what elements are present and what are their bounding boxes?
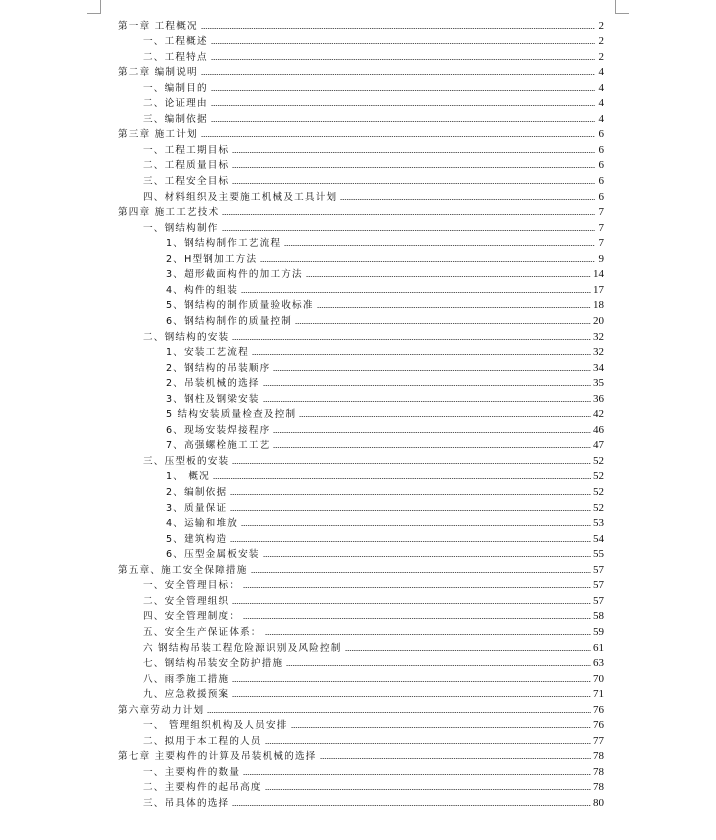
toc-entry[interactable] xyxy=(143,79,604,95)
toc-entry[interactable] xyxy=(166,250,604,266)
toc-entry-title: 第一章 工程概况 xyxy=(118,20,198,32)
toc-dot-leader xyxy=(211,89,595,92)
toc-entry[interactable] xyxy=(166,297,604,313)
toc-entry-page-number: 80 xyxy=(593,797,604,809)
toc-entry-page-number: 17 xyxy=(593,283,604,296)
toc-entry-page-number: 57 xyxy=(593,594,604,607)
toc-dot-leader xyxy=(207,711,591,714)
toc-entry[interactable] xyxy=(143,717,604,733)
toc-entry-title: 一、 管理组织机构及人员安排 xyxy=(143,720,288,732)
toc-entry-page-number: 42 xyxy=(593,408,604,421)
toc-entry-title: 5 结构安装质量检查及控制 xyxy=(166,409,297,421)
toc-entry-page-number: 9 xyxy=(598,252,604,265)
toc-dot-leader xyxy=(299,415,591,418)
toc-entry-title: 2、编制依据 xyxy=(166,487,228,498)
toc-entry-title: 二、论证理由 xyxy=(143,98,208,110)
toc-entry[interactable] xyxy=(166,281,604,297)
toc-entry-page-number: 6 xyxy=(598,190,604,203)
toc-dot-leader xyxy=(243,586,591,589)
toc-dot-leader xyxy=(222,213,595,216)
toc-dot-leader xyxy=(201,27,595,30)
toc-dot-leader xyxy=(241,524,591,527)
toc-entry-title: 7、高强螺栓施工工艺 xyxy=(166,440,271,452)
toc-entry-title: 一、工程工期目标 xyxy=(143,144,230,156)
toc-entry-page-number: 77 xyxy=(593,734,604,747)
toc-dot-leader xyxy=(211,120,595,123)
toc-dot-leader xyxy=(230,540,591,543)
toc-dot-leader xyxy=(263,400,591,403)
toc-dot-leader xyxy=(211,58,595,61)
toc-entry-title: 二、主要构件的起吊高度 xyxy=(143,782,262,794)
toc-entry-page-number: 53 xyxy=(593,517,604,530)
toc-entry-title: 四、安全管理制度： xyxy=(143,611,241,623)
toc-entry-page-number: 36 xyxy=(593,392,604,405)
toc-entry[interactable] xyxy=(143,110,604,126)
toc-entry-page-number: 58 xyxy=(593,610,604,623)
toc-entry-page-number: 2 xyxy=(598,19,604,32)
toc-dot-leader xyxy=(273,431,591,434)
toc-entry[interactable] xyxy=(143,95,604,111)
toc-entry[interactable] xyxy=(166,421,604,437)
toc-entry-title: 二、工程特点 xyxy=(143,51,208,63)
toc-entry[interactable] xyxy=(143,328,604,344)
toc-dot-leader xyxy=(251,571,591,574)
toc-entry-page-number: 47 xyxy=(593,439,604,452)
toc-entry-title: 四、材料组织及主要施工机械及工具计划 xyxy=(143,191,338,203)
toc-entry[interactable] xyxy=(166,266,604,282)
toc-entry-title: 三、吊具体的选择 xyxy=(143,798,230,809)
toc-entry-title: 八、雨季施工措施 xyxy=(143,673,230,685)
toc-dot-leader xyxy=(232,151,595,154)
toc-entry-page-number: 4 xyxy=(598,97,604,110)
toc-entry[interactable] xyxy=(143,219,604,235)
toc-dot-leader xyxy=(260,260,595,263)
toc-entry-title: 第四章 施工工艺技术 xyxy=(118,207,220,219)
toc-dot-leader xyxy=(265,633,591,636)
toc-entry-page-number: 63 xyxy=(593,657,604,670)
toc-entry[interactable] xyxy=(166,437,604,453)
toc-entry[interactable] xyxy=(143,33,604,49)
toc-entry[interactable] xyxy=(118,701,604,717)
toc-entry-page-number: 71 xyxy=(593,688,604,701)
toc-entry-page-number: 6 xyxy=(598,143,604,156)
toc-entry-page-number: 52 xyxy=(593,470,604,483)
toc-dot-leader xyxy=(291,726,591,729)
toc-entry[interactable] xyxy=(143,670,604,686)
toc-entry[interactable] xyxy=(143,655,604,671)
toc-entry[interactable] xyxy=(166,312,604,328)
toc-entry-page-number: 35 xyxy=(593,377,604,390)
toc-entry[interactable] xyxy=(118,126,604,142)
toc-entry[interactable] xyxy=(166,406,604,422)
toc-dot-leader xyxy=(213,477,591,480)
toc-dot-leader xyxy=(345,649,591,652)
toc-dot-leader xyxy=(243,617,591,620)
toc-entry[interactable] xyxy=(166,359,604,375)
toc-entry-title: 第五章、施工安全保障措施 xyxy=(118,564,248,576)
toc-entry[interactable] xyxy=(143,732,604,748)
toc-dot-leader xyxy=(317,306,591,309)
toc-entry-page-number: 59 xyxy=(593,625,604,638)
toc-entry-page-number: 57 xyxy=(593,563,604,576)
toc-entry[interactable] xyxy=(143,623,604,639)
toc-entry-title: 1、 概况 xyxy=(166,471,210,483)
toc-entry-title: 一、工程概述 xyxy=(143,36,208,48)
toc-entry-title: 3、超形截面构件的加工方法 xyxy=(166,269,303,281)
toc-entry-page-number: 2 xyxy=(598,50,604,63)
toc-entry-page-number: 57 xyxy=(593,579,604,592)
toc-dot-leader xyxy=(222,229,595,232)
toc-dot-leader xyxy=(295,322,591,325)
toc-entry-title: 2、吊装机械的选择 xyxy=(166,378,260,390)
toc-dot-leader xyxy=(232,182,595,185)
toc-entry[interactable] xyxy=(143,592,604,608)
toc-entry-page-number: 20 xyxy=(593,314,604,327)
toc-entry-page-number: 52 xyxy=(593,454,604,467)
toc-entry[interactable] xyxy=(143,608,604,624)
toc-dot-leader xyxy=(252,353,591,356)
toc-entry-page-number: 4 xyxy=(598,66,604,79)
toc-dot-leader xyxy=(232,695,591,698)
toc-entry-page-number: 70 xyxy=(593,672,604,685)
toc-entry[interactable] xyxy=(166,375,604,391)
toc-entry-title: 3、钢柱及钢梁安装 xyxy=(166,393,260,405)
toc-entry-title: 6、压型金属板安装 xyxy=(166,549,260,561)
toc-entry-title: 2、H型钢加工方法 xyxy=(166,253,258,265)
toc-entry-title: 1、钢结构制作工艺流程 xyxy=(166,238,282,250)
toc-entry-title: 6、现场安装焊接程序 xyxy=(166,424,271,436)
toc-dot-leader xyxy=(232,804,591,807)
toc-dot-leader xyxy=(265,742,591,745)
toc-entry[interactable] xyxy=(166,530,604,546)
toc-entry[interactable] xyxy=(166,484,604,500)
toc-entry-title: 第六章劳动力计划 xyxy=(118,704,205,716)
toc-entry-page-number: 32 xyxy=(593,346,604,359)
toc-dot-leader xyxy=(286,664,591,667)
toc-entry-title: 第七章 主要构件的计算及吊装机械的选择 xyxy=(118,751,317,763)
toc-entry[interactable] xyxy=(118,17,604,33)
toc-entry-page-number: 52 xyxy=(593,486,604,498)
toc-entry-title: 三、工程安全目标 xyxy=(143,176,230,187)
toc-entry-title: 一、安全管理目标： xyxy=(143,580,241,592)
toc-entry-title: 三、压型板的安装 xyxy=(143,455,230,467)
toc-entry-title: 2、钢结构的吊装顺序 xyxy=(166,362,271,374)
toc-entry[interactable] xyxy=(118,204,604,220)
toc-dot-leader xyxy=(340,198,595,201)
toc-entry-page-number: 78 xyxy=(593,781,604,794)
toc-entry[interactable] xyxy=(143,577,604,593)
toc-dot-leader xyxy=(320,757,591,760)
toc-entry-page-number: 52 xyxy=(593,501,604,514)
toc-dot-leader xyxy=(273,369,591,372)
margin-mark-left-horizontal xyxy=(87,13,101,14)
toc-entry-page-number: 78 xyxy=(593,765,604,778)
toc-dot-leader xyxy=(211,104,595,107)
toc-entry-page-number: 2 xyxy=(598,35,604,48)
toc-entry-page-number: 4 xyxy=(598,81,604,94)
toc-entry[interactable] xyxy=(166,390,604,406)
toc-entry[interactable] xyxy=(143,763,604,779)
toc-dot-leader xyxy=(284,244,595,247)
toc-entry-page-number: 78 xyxy=(593,750,604,763)
toc-entry-title: 3、质量保证 xyxy=(166,502,228,514)
toc-entry-title: 第二章 编制说明 xyxy=(118,67,198,79)
toc-dot-leader xyxy=(263,384,591,387)
toc-entry-title: 一、编制目的 xyxy=(143,82,208,94)
toc-entry-title: 二、安全管理组织 xyxy=(143,595,230,607)
toc-entry-title: 一、主要构件的数量 xyxy=(143,766,241,778)
toc-dot-leader xyxy=(232,338,591,341)
toc-dot-leader xyxy=(211,42,595,45)
toc-dot-leader xyxy=(232,462,591,465)
toc-entry-page-number: 7 xyxy=(598,221,604,234)
toc-entry-title: 6、钢结构制作的质量控制 xyxy=(166,315,293,327)
toc-entry[interactable] xyxy=(118,561,604,577)
toc-entry[interactable] xyxy=(143,795,604,811)
toc-dot-leader xyxy=(306,275,591,278)
toc-entry-title: 六 钢结构吊装工程危险源识别及风险控制 xyxy=(143,642,342,654)
toc-entry[interactable] xyxy=(166,499,604,515)
toc-dot-leader xyxy=(243,773,591,776)
toc-entry[interactable] xyxy=(143,639,604,655)
toc-entry[interactable] xyxy=(143,48,604,64)
toc-entry[interactable] xyxy=(166,235,604,251)
toc-entry-page-number: 6 xyxy=(598,159,604,172)
toc-entry-title: 4、构件的组装 xyxy=(166,284,239,296)
toc-entry[interactable] xyxy=(143,188,604,204)
margin-mark-right-vertical xyxy=(615,0,616,14)
toc-entry-title: 五、安全生产保证体系： xyxy=(143,626,262,638)
toc-dot-leader xyxy=(241,291,591,294)
toc-dot-leader xyxy=(201,135,595,138)
toc-entry-title: 5、建筑构造 xyxy=(166,533,228,545)
toc-entry[interactable] xyxy=(166,468,604,484)
toc-entry-title: 九、应急救援预案 xyxy=(143,689,230,701)
toc-entry-page-number: 76 xyxy=(593,703,604,716)
margin-mark-right-horizontal xyxy=(615,13,629,14)
toc-entry[interactable] xyxy=(166,515,604,531)
toc-entry-page-number: 4 xyxy=(598,112,604,125)
margin-mark-left-vertical xyxy=(100,0,101,14)
toc-dot-leader xyxy=(273,446,591,449)
toc-entry-page-number: 61 xyxy=(593,641,604,654)
toc-entry-title: 二、拟用于本工程的人员 xyxy=(143,735,262,747)
toc-entry-page-number: 34 xyxy=(593,361,604,374)
toc-entry-page-number: 7 xyxy=(598,206,604,219)
toc-entry[interactable] xyxy=(143,173,604,189)
toc-entry-title: 七、钢结构吊装安全防护措施 xyxy=(143,658,284,670)
toc-entry[interactable] xyxy=(143,452,604,468)
toc-entry-page-number: 18 xyxy=(593,299,604,312)
toc-entry-page-number: 54 xyxy=(593,532,604,545)
toc-dot-leader xyxy=(263,555,591,558)
toc-entry-title: 5、钢结构的制作质量验收标准 xyxy=(166,300,314,312)
toc-entry-title: 第三章 施工计划 xyxy=(118,129,198,141)
toc-entry[interactable] xyxy=(118,64,604,80)
toc-entry-title: 一、钢结构制作 xyxy=(143,222,219,234)
toc-entry[interactable] xyxy=(143,157,604,173)
toc-entry-page-number: 46 xyxy=(593,423,604,436)
toc-entry[interactable] xyxy=(143,686,604,702)
toc-dot-leader xyxy=(232,680,591,683)
toc-entry-title: 二、工程质量目标 xyxy=(143,160,230,172)
toc-dot-leader xyxy=(230,493,591,496)
toc-entry-page-number: 6 xyxy=(598,175,604,187)
toc-entry-page-number: 7 xyxy=(598,237,604,250)
toc-entry-title: 三、编制依据 xyxy=(143,113,208,125)
toc-entry[interactable] xyxy=(166,344,604,360)
toc-entry[interactable] xyxy=(143,141,604,157)
toc-entry[interactable] xyxy=(118,748,604,764)
toc-entry-page-number: 55 xyxy=(593,548,604,561)
toc-entry-page-number: 76 xyxy=(593,719,604,732)
toc-entry-page-number: 32 xyxy=(593,330,604,343)
toc-dot-leader xyxy=(265,788,591,791)
toc-dot-leader xyxy=(232,602,591,605)
toc-dot-leader xyxy=(201,73,595,76)
toc-entry-page-number: 6 xyxy=(598,128,604,141)
toc-entry[interactable] xyxy=(166,546,604,562)
toc-dot-leader xyxy=(230,509,591,512)
toc-entry[interactable] xyxy=(143,779,604,795)
toc-entry-title: 1、安装工艺流程 xyxy=(166,347,249,359)
toc-entry-page-number: 14 xyxy=(593,268,604,281)
toc-entry-title: 4、运输和堆放 xyxy=(166,518,239,530)
toc-dot-leader xyxy=(232,166,595,169)
toc-entry-title: 二、钢结构的安装 xyxy=(143,331,230,343)
